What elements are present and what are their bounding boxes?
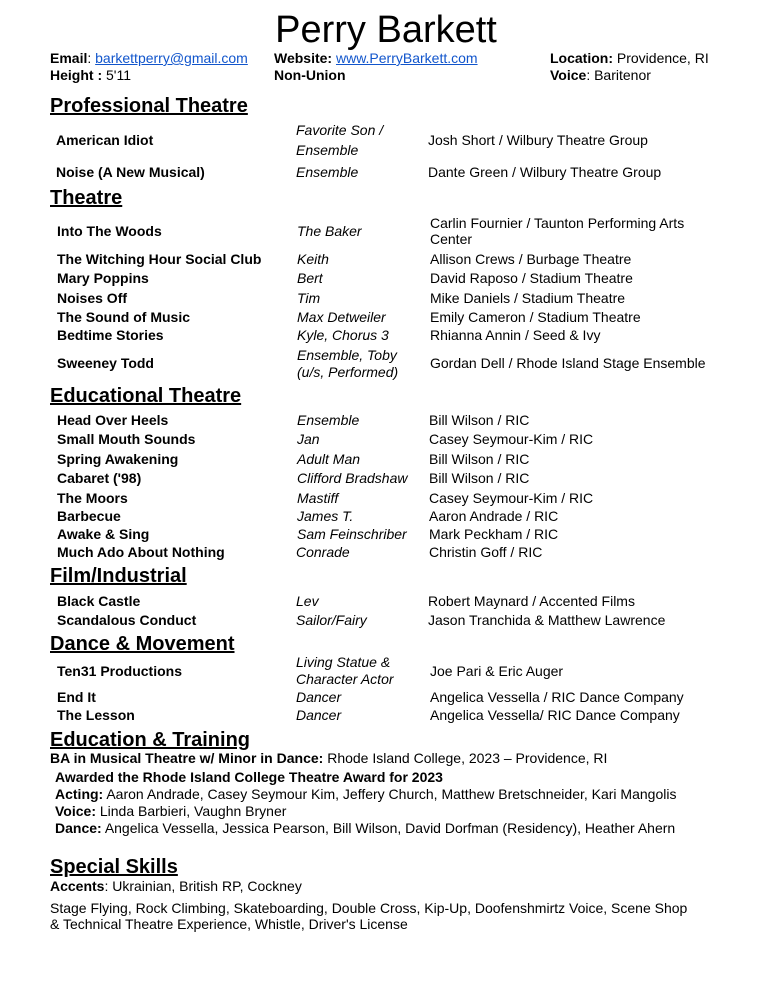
role: Ensemble <box>296 142 359 158</box>
role: Character Actor <box>296 671 394 687</box>
location-value: Providence, RI <box>616 50 709 66</box>
height-line: Height : 5'11 <box>50 67 132 83</box>
role: Sam Feinschriber <box>297 526 407 542</box>
show-title: Head Over Heels <box>57 412 169 428</box>
role: Bert <box>297 270 323 286</box>
role: Ensemble, Toby <box>297 347 397 363</box>
role: Mastiff <box>297 490 339 506</box>
show-title: Ten31 Productions <box>57 663 182 679</box>
credit: Joe Pari & Eric Auger <box>430 663 564 679</box>
section-title-dance: Dance & Movement <box>50 633 235 655</box>
section-title-professional: Professional Theatre <box>50 95 248 117</box>
credit: Josh Short / Wilbury Theatre Group <box>428 132 648 148</box>
show-title: The Moors <box>57 490 128 506</box>
role: Max Detweiler <box>297 309 386 325</box>
role: Lev <box>296 593 319 609</box>
role: (u/s, Performed) <box>297 364 399 380</box>
show-title: Cabaret ('98) <box>57 470 142 486</box>
credit: Allison Crews / Burbage Theatre <box>430 251 632 267</box>
role: Tim <box>297 290 321 306</box>
role: Dancer <box>296 689 342 705</box>
skills-line: & Technical Theatre Experience, Whistle, Driver's License <box>50 916 408 932</box>
accents-line: Accents: Ukrainian, British RP, Cockney <box>50 878 302 894</box>
section-title-educational: Educational Theatre <box>50 385 242 407</box>
show-title: Awake & Sing <box>57 526 150 542</box>
union-status: Non-Union <box>274 67 346 83</box>
acting-teachers: Acting: Aaron Andrade, Casey Seymour Kim, Jeffery Church, Matthew Bretschneider, Kari Mangolis <box>55 786 677 802</box>
show-title: Sweeney Todd <box>57 355 154 371</box>
role: Conrade <box>296 544 350 560</box>
show-title: Small Mouth Sounds <box>57 431 196 447</box>
role: James T. <box>297 508 354 524</box>
role: Kyle, Chorus 3 <box>297 327 389 343</box>
credit: Aaron Andrade / RIC <box>429 508 559 524</box>
show-title: Much Ado About Nothing <box>57 544 225 560</box>
show-title: Noise (A New Musical) <box>56 164 205 180</box>
show-title: Into The Woods <box>57 223 162 239</box>
website-line <box>274 50 478 67</box>
role: Ensemble <box>296 164 359 180</box>
credit: Casey Seymour-Kim / RIC <box>429 490 594 506</box>
credit: Dante Green / Wilbury Theatre Group <box>428 164 662 180</box>
credit: Center <box>430 231 473 247</box>
show-title: American Idiot <box>56 132 154 148</box>
height-label: Height <box>50 67 94 83</box>
credit: Christin Goff / RIC <box>429 544 543 560</box>
show-title: The Sound of Music <box>57 309 190 325</box>
resume-name: Perry Barkett <box>275 9 497 51</box>
show-title: Bedtime Stories <box>57 327 164 343</box>
role: Jan <box>297 431 320 447</box>
section-title-theatre: Theatre <box>50 187 123 209</box>
section-title-education: Education & Training <box>50 729 251 751</box>
role: Favorite Son / <box>296 122 384 138</box>
credit: David Raposo / Stadium Theatre <box>430 270 633 286</box>
credit: Jason Tranchida & Matthew Lawrence <box>428 612 666 628</box>
credit: Robert Maynard / Accented Films <box>428 593 635 609</box>
show-title: End It <box>57 689 96 705</box>
role: Adult Man <box>297 451 361 467</box>
show-title: Spring Awakening <box>57 451 179 467</box>
role: Keith <box>297 251 329 267</box>
email-label: Email <box>50 50 88 66</box>
website-link[interactable]: www.PerryBarkett.com <box>335 50 478 66</box>
voice-teachers: Voice: Linda Barbieri, Vaughn Bryner <box>55 803 287 819</box>
role: Ensemble <box>297 412 360 428</box>
voice-label: Voice <box>550 67 587 83</box>
show-title: The Lesson <box>57 707 135 723</box>
role: The Baker <box>297 223 362 239</box>
credit: Angelica Vessella / RIC Dance Company <box>430 689 684 705</box>
voice-line: Voice: Baritenor <box>550 67 651 83</box>
show-title: The Witching Hour Social Club <box>57 251 262 267</box>
role: Sailor/Fairy <box>296 612 367 628</box>
credit: Rhianna Annin / Seed & Ivy <box>430 327 601 343</box>
role: Dancer <box>296 707 342 723</box>
show-title: Scandalous Conduct <box>57 612 197 628</box>
credit: Mike Daniels / Stadium Theatre <box>430 290 626 306</box>
show-title: Barbecue <box>57 508 121 524</box>
credit: Bill Wilson / RIC <box>429 412 530 428</box>
credit: Bill Wilson / RIC <box>429 470 530 486</box>
credit: Gordan Dell / Rhode Island Stage Ensemble <box>430 355 706 371</box>
skills-line: Stage Flying, Rock Climbing, Skateboarding, Double Cross, Kip-Up, Doofenshmirtz Voice, Scene Shop <box>50 900 688 916</box>
height-value: 5'11 <box>106 67 132 83</box>
voice-value: Baritenor <box>594 67 651 83</box>
dance-teachers: Dance: Angelica Vessella, Jessica Pearson, Bill Wilson, David Dorfman (Residency), Heather Ahern <box>55 820 676 836</box>
credit: Angelica Vessella/ RIC Dance Company <box>430 707 680 723</box>
credit: Mark Peckham / RIC <box>429 526 559 542</box>
show-title: Black Castle <box>57 593 141 609</box>
show-title: Mary Poppins <box>57 270 149 286</box>
show-title: Noises Off <box>57 290 128 306</box>
location-label: Location: <box>550 50 613 66</box>
role: Living Statue & <box>296 654 391 670</box>
email-link[interactable]: barkettperry@gmail.com <box>95 50 248 66</box>
role: Clifford Bradshaw <box>297 470 408 486</box>
website-label: Website: <box>274 50 333 66</box>
section-title-skills: Special Skills <box>50 856 178 878</box>
award-line: Awarded the Rhode Island College Theatre Award for 2023 <box>55 769 443 785</box>
credit: Emily Cameron / Stadium Theatre <box>430 309 641 325</box>
credit: Carlin Fournier / Taunton Performing Arts <box>430 215 685 231</box>
email-line: Email: barkettperry@gmail.com <box>50 50 248 66</box>
credit: Bill Wilson / RIC <box>429 451 530 467</box>
location-line <box>550 50 709 67</box>
degree-line: BA in Musical Theatre w/ Minor in Dance: Rhode Island College, 2023 – Providence, RI <box>50 750 608 766</box>
credit: Casey Seymour-Kim / RIC <box>429 431 594 447</box>
section-title-film: Film/Industrial <box>50 565 187 587</box>
